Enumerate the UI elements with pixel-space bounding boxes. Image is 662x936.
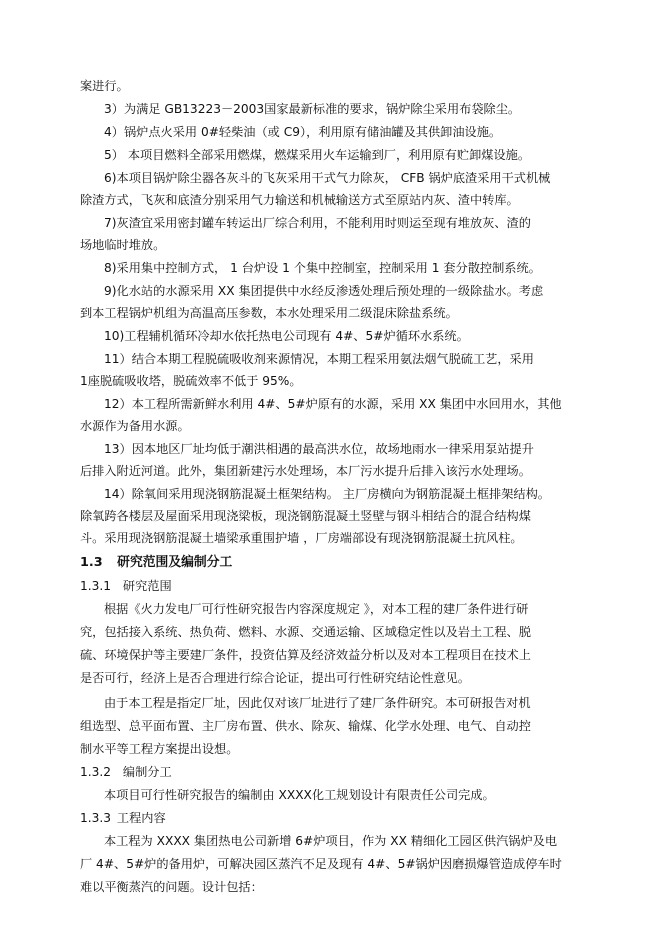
list-item-9-cont: 到本工程锅炉机组为高温高压参数，本水处理采用二级混床除盐系统。 xyxy=(80,306,458,320)
paragraph-line: 是否可行，经济上是否合理进行综合论证，提出可行性研究结论性意见。 xyxy=(80,671,470,685)
paragraph-line: 硫、环境保护等主要建厂条件，投资估算及经济效益分析以及对本工程项目在技术上 xyxy=(80,648,531,662)
list-item-12: 12）本工程所需新鲜水利用 4#、5#炉原有的水源，采用 XX 集团中水回用水，其他 xyxy=(104,397,562,411)
list-item-6: 6)本项目锅炉除尘器各灰斗的飞灰采用干式气力除灰， CFB 锅炉底渣采用干式机械 xyxy=(104,171,551,185)
paragraph-line: 本项目可行性研究报告的编制由 XXXX化工规划设计有限责任公司完成。 xyxy=(104,788,495,802)
subsection-number: 1.3.1 xyxy=(80,579,112,593)
section-title: 研究范围及编制分工 xyxy=(117,555,233,570)
subsection-heading xyxy=(80,578,172,594)
paragraph-line: 难以平衡蒸汽的问题。设计包括： xyxy=(80,880,263,894)
list-item-11: 11）结合本期工程脱硫吸收剂来源情况，本期工程采用氨法烟气脱硫工艺，采用 xyxy=(104,352,534,366)
subsection-number: 1.3.3 xyxy=(80,811,112,825)
list-item-8: 8)采用集中控制方式， 1 台炉设 1 个集中控制室，控制采用 1 套分散控制系统。 xyxy=(104,261,541,275)
list-item-7: 7)灰渣宜采用密封罐车转运出厂综合利用，不能利用时则运至现有堆放灰、渣的 xyxy=(104,216,531,230)
list-item-11-cont: 1座脱硫吸收塔，脱硫效率不低于 95%。 xyxy=(80,374,302,388)
paragraph-line: 案进行。 xyxy=(80,79,129,93)
paragraph-line: 根据《火力发电厂可行性研究报告内容深度规定 》，对本工程的建厂条件进行研 xyxy=(104,602,529,616)
list-item-13: 13）因本地区厂址均低于潮洪相遇的最高洪水位，故场地雨水一律采用泵站提升 xyxy=(104,442,534,456)
list-item-14-cont: 斗。采用现浇钢筋混凝土墙梁承重围护墙 ，厂房端部设有现浇钢筋混凝土抗风柱。 xyxy=(80,531,523,545)
section-number: 1.3 xyxy=(80,555,103,570)
paragraph-line: 厂 4#、5#炉的备用炉，可解决园区蒸汽不足及现有 4#、5#锅炉因磨损爆管造成停车时 xyxy=(80,857,562,871)
paragraph-line: 究，包括接入系统、热负荷、燃料、水源、交通运输、区域稳定性以及岩土工程、脱 xyxy=(80,625,531,639)
subsection-heading xyxy=(80,764,172,780)
paragraph-line: 本工程为 XXXX 集团热电公司新增 6#炉项目，作为 XX 精细化工园区供汽锅炉及电 xyxy=(104,834,558,848)
list-item-4: 4）锅炉点火采用 0#轻柴油（或 C9），利用原有储油罐及其供卸油设施。 xyxy=(104,125,502,139)
list-item-12-cont: 水源作为备用水源。 xyxy=(80,419,190,433)
list-item-10: 10)工程辅机循环冷却水依托热电公司现有 4#、5#炉循环水系统。 xyxy=(104,329,469,343)
list-item-6-cont: 除渣方式，飞灰和底渣分别采用气力输送和机械输送方式至原站内灰、渣中转库。 xyxy=(80,193,519,207)
paragraph-line: 由于本工程是指定厂址，因此仅对该厂址进行了建厂条件研究。本可研报告对机 xyxy=(104,696,531,710)
subsection-title: 研究范围 xyxy=(122,579,172,593)
list-item-14-cont: 除氧跨各楼层及屋面采用现浇梁板，现浇钢筋混凝土竖壁与钢斗相结合的混合结构煤 xyxy=(80,509,531,523)
list-item-7-cont: 场地临时堆放。 xyxy=(80,238,166,252)
subsection-title: 编制分工 xyxy=(122,765,172,779)
subsection-heading xyxy=(80,810,166,826)
list-item-13-cont: 后排入附近河道。此外，集团新建污水处理场，本厂污水提升后排入该污水处理场。 xyxy=(80,464,531,478)
list-item-5: 5） 本项目燃料全部采用燃煤，燃煤采用火车运输到厂，利用原有贮卸煤设施。 xyxy=(104,148,531,162)
subsection-title: 工程内容 xyxy=(116,811,166,825)
subsection-number: 1.3.2 xyxy=(80,765,112,779)
list-item-14: 14）除氧间采用现浇钢筋混凝土框架结构。 主厂房横向为钢筋混凝土框排架结构。 xyxy=(104,487,550,501)
section-heading xyxy=(80,555,232,571)
list-item-3: 3）为满足 GB13223－2003国家最新标准的要求，锅炉除尘采用布袋除尘。 xyxy=(104,102,521,116)
paragraph-line: 制水平等工程方案提出设想。 xyxy=(80,742,239,756)
list-item-9: 9)化水站的水源采用 XX 集团提供中水经反渗透处理后预处理的一级除盐水。考虑 xyxy=(104,284,544,298)
paragraph-line: 组选型、总平面布置、主厂房布置、供水、除灰、输煤、化学水处理、电气、自动控 xyxy=(80,719,531,733)
